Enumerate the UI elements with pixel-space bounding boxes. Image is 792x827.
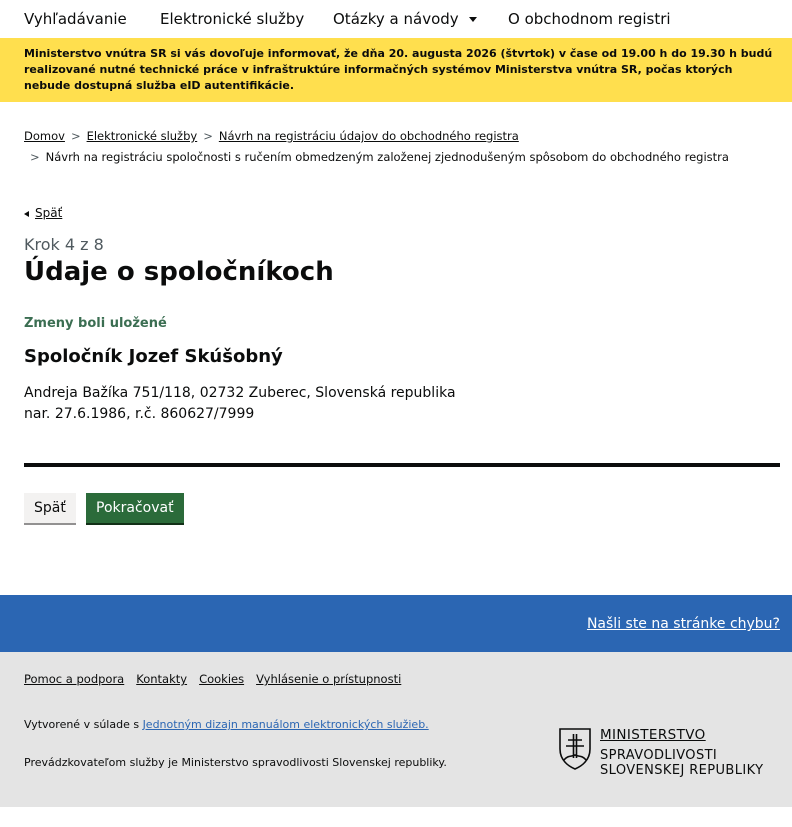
- back-button[interactable]: Späť: [24, 493, 76, 523]
- footer-created-note: [24, 718, 429, 731]
- continue-button[interactable]: Pokračovať: [86, 493, 184, 523]
- footer-operator-note: Prevádzkovateľom služby je Ministerstvo spravodlivosti Slovenskej republiky.: [24, 756, 447, 769]
- breadcrumb-proposal[interactable]: Návrh na registráciu údajov do obchodného registra: [218, 129, 519, 143]
- chevron-right-icon: >: [30, 150, 40, 164]
- chevron-down-icon: [469, 17, 477, 22]
- breadcrumb: [24, 126, 784, 168]
- chevron-right-icon: >: [203, 129, 213, 143]
- nav-faq-dropdown[interactable]: [333, 10, 477, 28]
- page-title: Údaje o spoločníkoch: [24, 257, 334, 287]
- slovak-coat-of-arms-icon: [558, 727, 592, 771]
- footer-link-cookies[interactable]: Cookies: [199, 672, 245, 686]
- saved-notice: Zmeny boli uložené: [24, 316, 167, 331]
- section-divider: [24, 463, 780, 467]
- partner-address: Andreja Bažíka 751/118, 02732 Zuberec, Slovenská republika: [24, 385, 456, 401]
- maintenance-banner: [0, 38, 792, 102]
- nav-search-link[interactable]: Vyhľadávanie: [24, 10, 127, 28]
- back-link[interactable]: [24, 206, 62, 220]
- report-bug-band: [0, 595, 792, 652]
- report-bug-link[interactable]: Našli ste na stránke chybu?: [586, 616, 780, 632]
- logo-line-2: SPRAVODLIVOSTI: [600, 748, 718, 763]
- footer-design-manual-link[interactable]: Jednotným dizajn manuálom elektronických služieb.: [142, 718, 429, 731]
- footer-link-contacts[interactable]: Kontakty: [136, 672, 188, 686]
- triangle-left-icon: [24, 211, 29, 217]
- nav-eservices-link[interactable]: Elektronické služby: [160, 10, 305, 28]
- partner-birth: nar. 27.6.1986, r.č. 860627/7999: [24, 406, 255, 422]
- back-link-label: Späť: [35, 206, 63, 220]
- footer-links: [24, 672, 413, 686]
- logo-line-1: MINISTERSTVO: [600, 727, 706, 743]
- partner-details: [24, 383, 456, 425]
- partner-name: Spoločník Jozef Skúšobný: [24, 346, 283, 367]
- maintenance-banner-text: Ministerstvo vnútra SR si vás dovoľuje informovať, že dňa 20. augusta 2026 (štvrtok) v čase od 19.00 h do 19.30 h budú realizované nutné technické práce v infraštruktúre informačných systémov Ministerstva vnútra SR, počas ktorých nebude dostupná služba eID autentifikácie.: [24, 47, 773, 92]
- step-indicator: Krok 4 z 8: [24, 235, 104, 254]
- top-navigation: [0, 0, 792, 38]
- footer: [0, 652, 792, 807]
- breadcrumb-eservices[interactable]: Elektronické služby: [86, 129, 198, 143]
- footer-created-prefix: Vytvorené v súlade s: [24, 718, 143, 731]
- logo-line-3: SLOVENSKEJ REPUBLIKY: [600, 763, 764, 778]
- footer-link-help[interactable]: Pomoc a podpora: [24, 672, 125, 686]
- footer-link-accessibility[interactable]: Vyhlásenie o prístupnosti: [256, 672, 402, 686]
- nav-about-link[interactable]: O obchodnom registri: [508, 10, 671, 28]
- breadcrumb-home[interactable]: Domov: [24, 129, 65, 143]
- ministry-logo: [558, 725, 778, 785]
- chevron-right-icon: >: [70, 129, 81, 143]
- nav-faq-label: Otázky a návody: [333, 10, 459, 28]
- breadcrumb-current: Návrh na registráciu spoločnosti s ručením obmedzeným založenej zjednodušeným spôsobom do obchodného registra: [45, 150, 729, 164]
